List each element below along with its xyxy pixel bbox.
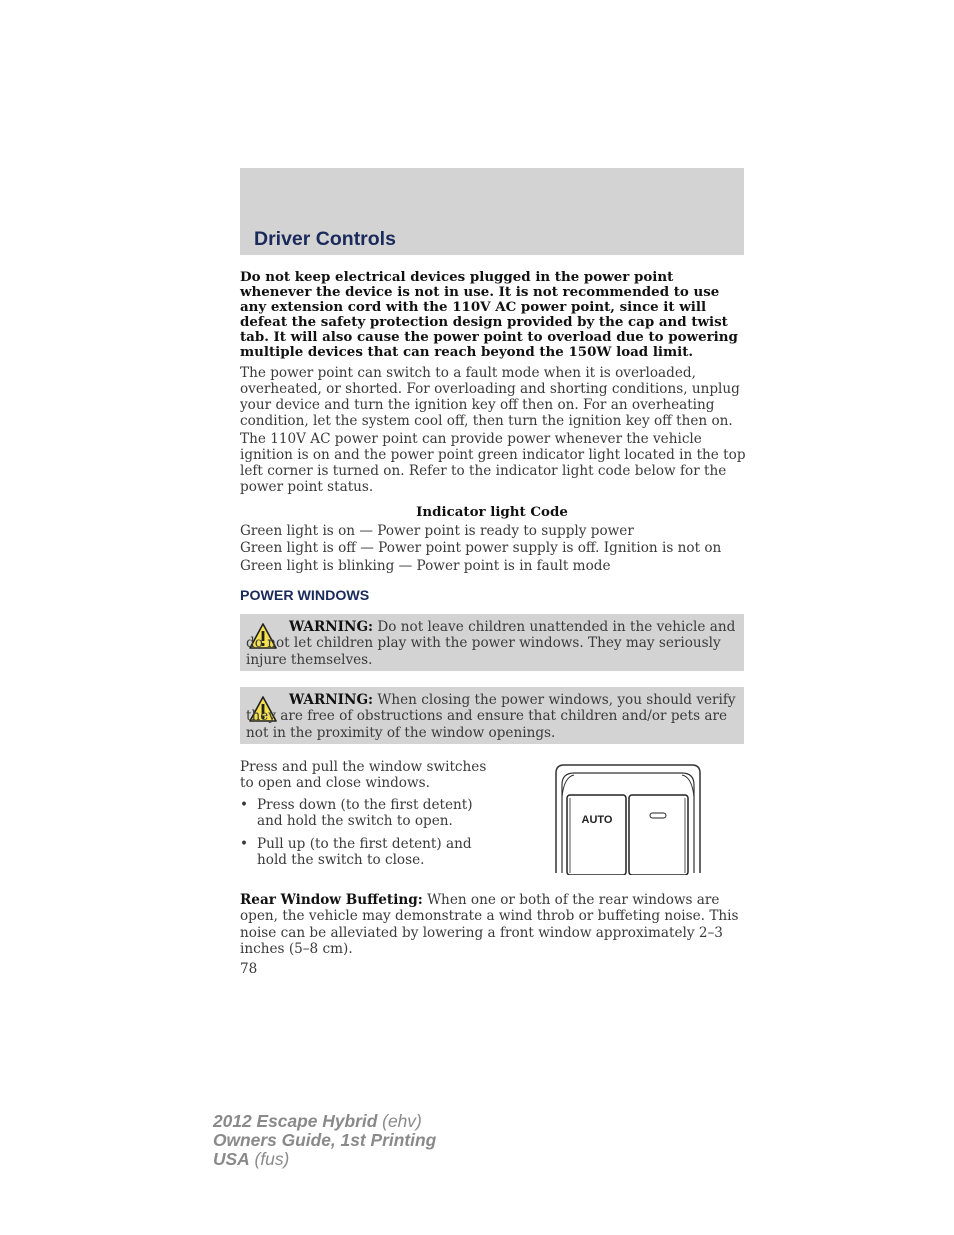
warning-body: Do not leave children unattended in the vehicle and do not let children play with the power windows. They may seriously injure themselves.: [246, 619, 736, 668]
window-switch-illustration: [554, 763, 702, 875]
warning-label: WARNING:: [289, 692, 374, 708]
footer-guide: Owners Guide, 1st Printing: [213, 1130, 437, 1150]
rear-window-paragraph: [240, 892, 746, 958]
list-item-text: Pull up (to the first detent) and hold the switch to close.: [257, 836, 472, 868]
windows-intro-text: Press and pull the window switches to open and close windows.: [240, 759, 487, 791]
warning-body: When closing the power windows, you should verify they are free of obstructions and ensure that children and/or pets are not in the proximity of the window openings.: [246, 692, 736, 741]
list-item-text: Press down (to the first detent) and hold the switch to open.: [257, 797, 473, 829]
section-header-band: [240, 168, 744, 255]
footer-market: USA: [213, 1149, 250, 1169]
warning-text: [246, 619, 740, 668]
indicator-code-line: Green light is off — Power point power supply is off. Ignition is not on: [240, 540, 722, 556]
warning-box: [240, 614, 744, 671]
warning-text: [246, 692, 740, 741]
indicator-code-line: Green light is on — Power point is ready to supply power: [240, 523, 634, 539]
bullet-icon: •: [240, 836, 249, 852]
footer-market-code: (fus): [249, 1149, 290, 1169]
section-title: Driver Controls: [254, 228, 396, 250]
caution-paragraph: Do not keep electrical devices plugged in the power point whenever the device is not in use. It is not recommended to use any extension cord with the 110V AC power point, since it will defeat the safety protection design provided by the cap and twist tab. It will also cause the power point to overload due to powering multiple devices that can reach beyond the 150W load limit.: [240, 269, 738, 360]
fault-mode-paragraph: The power point can switch to a fault mode when it is overloaded, overheated, or shorted. For overloading and shorting conditions, unplug your device and turn the ignition key off then on. For an overheating condition, let the system cool off, then turn the ignition key off then on.: [240, 365, 740, 430]
power-windows-heading: POWER WINDOWS: [240, 588, 370, 604]
auto-label: AUTO: [581, 814, 613, 826]
footer-model: 2012 Escape Hybrid: [213, 1111, 378, 1131]
rear-window-label: Rear Window Buffeting:: [240, 892, 423, 908]
bullet-icon: •: [240, 797, 249, 813]
warning-box: [240, 687, 744, 744]
indicator-code-line: Green light is blinking — Power point is in fault mode: [240, 558, 611, 574]
indicator-code-heading: Indicator light Code: [416, 504, 568, 520]
rear-window-body: When one or both of the rear windows are open, the vehicle may demonstrate a wind throb or buffeting noise. This noise can be alleviated by lowering a front window approximately 2–3 inches (5–8 cm).: [240, 892, 739, 958]
footer-imprint: [213, 1112, 436, 1169]
power-point-paragraph: The 110V AC power point can provide power whenever the vehicle ignition is on and the power point green indicator light located in the top left corner is turned on. Refer to the indicator light code below for the power point status.: [240, 431, 746, 496]
footer-model-code: (ehv): [377, 1111, 422, 1131]
page-number: 78: [240, 961, 258, 977]
warning-label: WARNING:: [289, 619, 374, 635]
